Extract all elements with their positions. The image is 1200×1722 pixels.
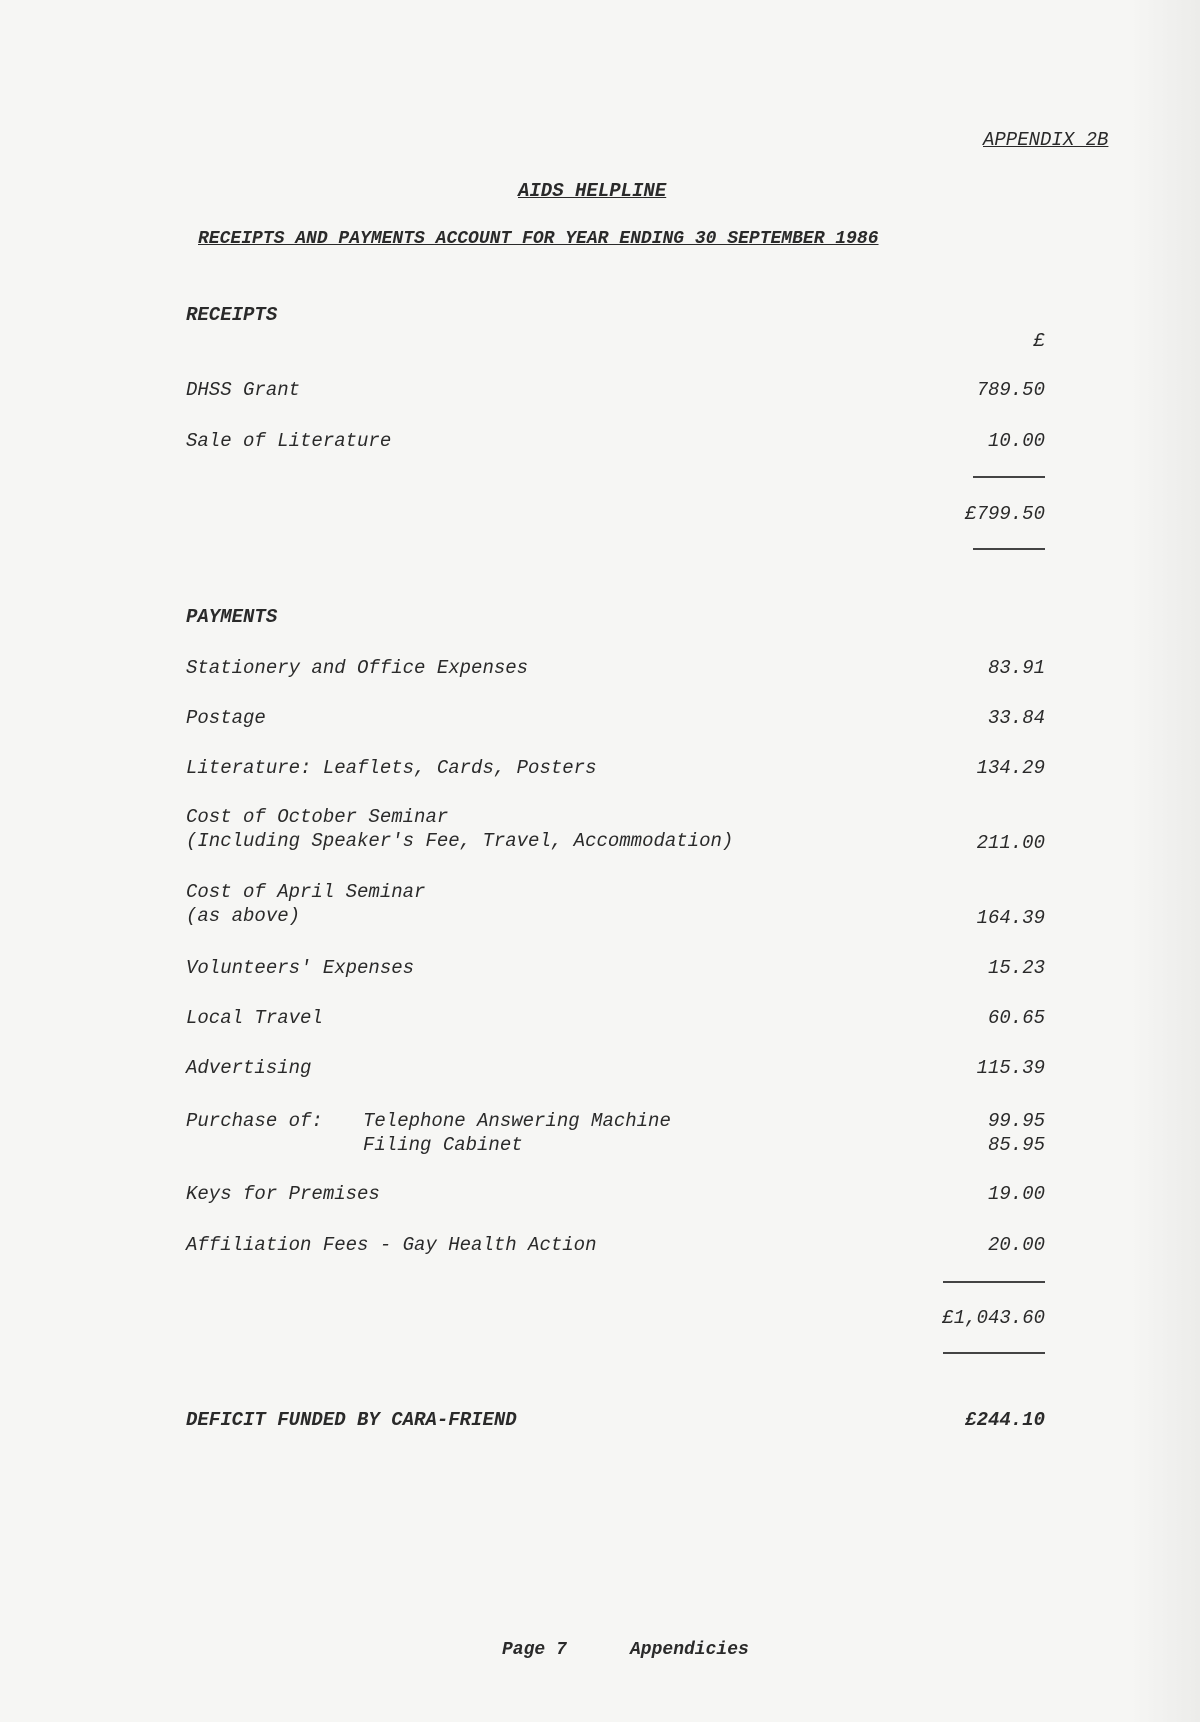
deficit-amount: £244.10 (965, 1409, 1045, 1431)
subtotal-rule (973, 476, 1045, 478)
payment-amount: 20.00 (987, 1234, 1045, 1256)
document-subtitle: RECEIPTS AND PAYMENTS ACCOUNT FOR YEAR ENDING 30 SEPTEMBER 1986 (198, 229, 879, 249)
receipts-heading: RECEIPTS (186, 304, 278, 326)
payment-amount: 164.39 (976, 907, 1045, 929)
payment-amount: 115.39 (976, 1057, 1045, 1079)
payment-amount: 60.65 (987, 1007, 1045, 1029)
currency-symbol: £ (1033, 330, 1045, 352)
payment-sub-label: Telephone Answering Machine (363, 1110, 671, 1132)
payment-label: Affiliation Fees - Gay Health Action (186, 1234, 597, 1256)
page-number: Page 7 (502, 1640, 567, 1660)
receipt-label: DHSS Grant (186, 379, 301, 401)
payment-label: Local Travel (186, 1007, 323, 1029)
payments-heading: PAYMENTS (186, 606, 278, 628)
total-rule (943, 1352, 1045, 1354)
payments-total: £1,043.60 (942, 1307, 1045, 1329)
receipt-amount: 10.00 (987, 430, 1045, 452)
payment-amount: 15.23 (987, 957, 1045, 979)
section-name: Appendicies (630, 1640, 749, 1660)
payment-amount: 19.00 (987, 1183, 1045, 1205)
payment-label: Volunteers' Expenses (186, 957, 415, 979)
payment-label-detail: (Including Speaker's Fee, Travel, Accommodation) (186, 830, 734, 852)
payment-label: Cost of October Seminar (186, 806, 449, 828)
appendix-label: APPENDIX 2B (983, 129, 1109, 151)
deficit-label: DEFICIT FUNDED BY CARA-FRIEND (186, 1409, 517, 1431)
payment-label: Cost of April Seminar (186, 881, 426, 903)
payment-label: Literature: Leaflets, Cards, Posters (186, 757, 597, 779)
payment-label: Purchase of: (186, 1110, 323, 1132)
payment-amount: 99.95 (987, 1110, 1045, 1132)
payment-label-detail: (as above) (186, 905, 301, 927)
payment-label: Postage (186, 707, 266, 729)
payment-label: Keys for Premises (186, 1183, 380, 1205)
payment-amount: 211.00 (976, 832, 1045, 854)
payment-amount: 134.29 (976, 757, 1045, 779)
payment-label: Stationery and Office Expenses (186, 657, 529, 679)
receipts-total: £799.50 (965, 503, 1045, 525)
page-edge-shadow (1130, 0, 1200, 1722)
payment-sub-label: Filing Cabinet (363, 1134, 523, 1156)
total-rule (973, 548, 1045, 550)
receipt-amount: 789.50 (976, 379, 1045, 401)
payment-label: Advertising (186, 1057, 312, 1079)
document-title: AIDS HELPLINE (518, 180, 667, 202)
receipt-label: Sale of Literature (186, 430, 392, 452)
payment-amount: 33.84 (987, 707, 1045, 729)
payment-amount: 83.91 (987, 657, 1045, 679)
subtotal-rule (943, 1281, 1045, 1283)
payment-amount: 85.95 (987, 1134, 1045, 1156)
